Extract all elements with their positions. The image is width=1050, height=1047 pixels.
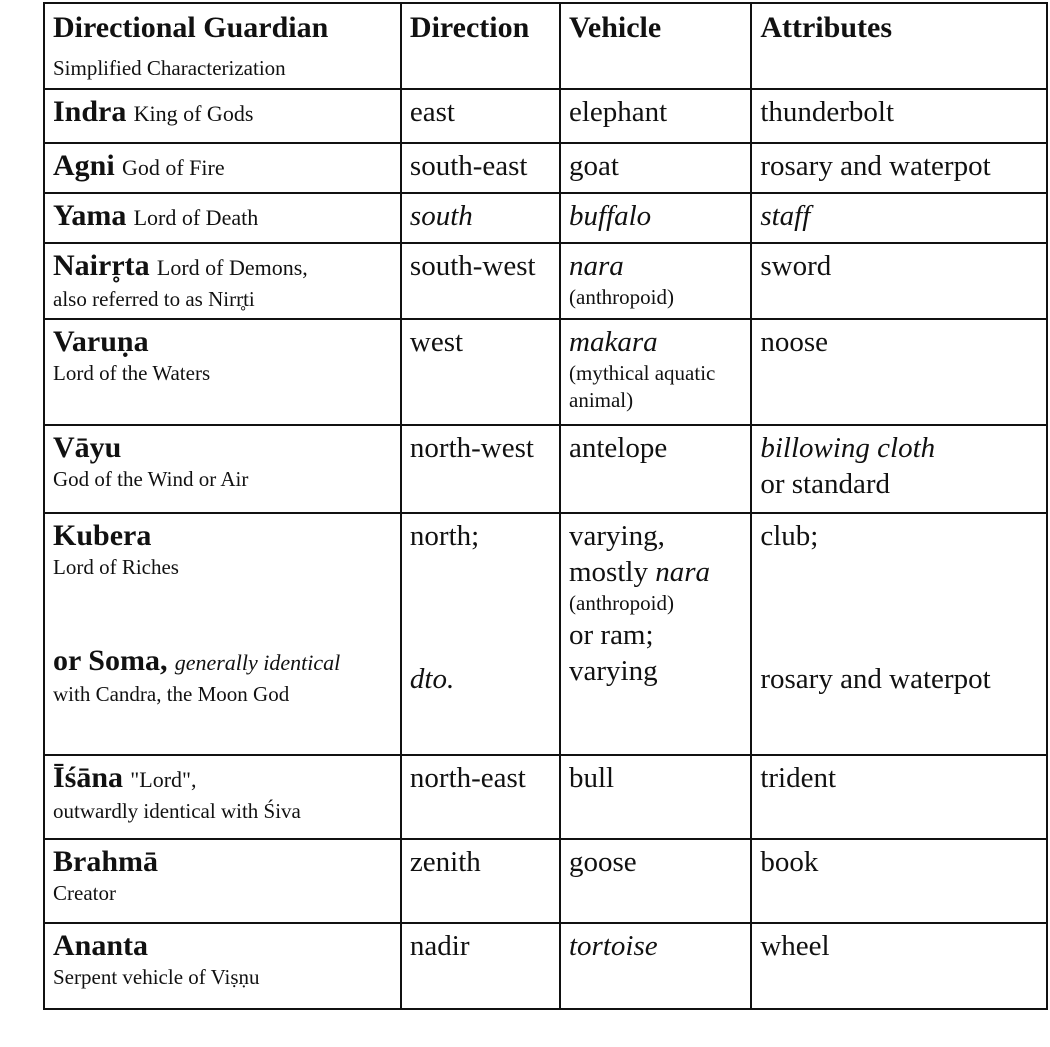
vehicle-cell [560, 513, 751, 755]
header-attributes [751, 3, 1047, 89]
vehicle-cell: elephant [560, 89, 751, 143]
vehicle-cell: antelope [560, 425, 751, 513]
vehicle-cell: goat [560, 143, 751, 193]
vehicle-note: (anthropoid) [569, 285, 674, 309]
table-row [44, 143, 1047, 193]
table-row [44, 839, 1047, 923]
alt-direction-text: dto. [409, 663, 455, 695]
vehicle-cell: buffalo [560, 193, 751, 243]
vehicle-note: (mythical aquatic animal) [569, 361, 716, 412]
guardian-cell [44, 839, 401, 923]
attributes-cell [751, 513, 1047, 755]
guardian-desc-2: outwardly identical with Śiva [53, 799, 301, 823]
attributes-cell: noose [751, 319, 1047, 425]
direction-cell: zenith [401, 839, 560, 923]
vehicle-cell: goose [560, 839, 751, 923]
guardian-cell [44, 755, 401, 839]
attributes-cell: trident [751, 755, 1047, 839]
guardian-desc: God of Fire [121, 155, 225, 180]
guardian-cell [44, 193, 401, 243]
table-row [44, 923, 1047, 1009]
table-row [44, 755, 1047, 839]
guardian-desc: God of the Wind or Air [53, 467, 249, 491]
attributes-cell: book [751, 839, 1047, 923]
direction-cell: south [401, 193, 560, 243]
header-vehicle [560, 3, 751, 89]
spacer [410, 554, 553, 661]
header-guardian [44, 3, 401, 89]
attributes-cell: wheel [751, 923, 1047, 1009]
guardian-desc: "Lord", [130, 767, 197, 792]
guardian-desc: Lord of the Waters [53, 361, 211, 385]
attributes-line-2: or standard [760, 468, 890, 500]
attributes-cell: rosary and waterpot [751, 143, 1047, 193]
guardian-cell [44, 319, 401, 425]
vehicle-cell [560, 243, 751, 319]
direction-cell: north-east [401, 755, 560, 839]
guardian-desc: Lord of Demons, [156, 255, 308, 280]
attributes-cell: staff [751, 193, 1047, 243]
vehicle-cell: bull [560, 755, 751, 839]
vehicle-line-3: or ram; [569, 619, 654, 651]
guardian-name: Indra [53, 95, 127, 128]
guardian-name: Kubera [53, 519, 152, 552]
attributes-line-1: billowing cloth [760, 432, 936, 464]
table-row [44, 193, 1047, 243]
vehicle-mostly: mostly [569, 556, 648, 588]
direction-cell [401, 513, 560, 755]
guardian-name: Brahmā [53, 845, 158, 878]
vehicle-nara: nara [655, 556, 711, 588]
attributes-cell: thunderbolt [751, 89, 1047, 143]
guardian-cell [44, 425, 401, 513]
attributes-cell [751, 425, 1047, 513]
vehicle-note: (anthropoid) [569, 591, 674, 615]
guardian-cell [44, 89, 401, 143]
direction-cell: west [401, 319, 560, 425]
table-row [44, 89, 1047, 143]
vehicle-cell: tortoise [560, 923, 751, 1009]
vehicle-line-2 [569, 554, 744, 590]
header-direction-label: Direction [409, 11, 530, 44]
guardian-name: Ananta [53, 929, 149, 962]
spacer [760, 554, 1040, 661]
vehicle-name: nara [569, 250, 624, 282]
guardian-desc: King of Gods [133, 101, 254, 126]
table-row [44, 243, 1047, 319]
direction-cell: nadir [401, 923, 560, 1009]
guardian-cell [44, 143, 401, 193]
guardian-name: Yama [53, 199, 127, 232]
vehicle-cell [560, 319, 751, 425]
attributes-cell: sword [751, 243, 1047, 319]
alt-guardian-desc: generally identical [174, 650, 341, 675]
guardian-desc: Creator [53, 881, 116, 905]
guardian-name: Nairr̥ta [53, 249, 150, 282]
guardian-name: Vāyu [53, 431, 122, 464]
guardian-name: Īśāna [53, 761, 124, 794]
alt-attributes-text: rosary and waterpot [760, 663, 991, 695]
guardian-desc: Lord of Riches [53, 555, 179, 579]
vehicle-name: makara [569, 326, 658, 358]
guardian-cell [44, 513, 401, 755]
header-guardian-sub: Simplified Characterization [53, 56, 286, 80]
table-row [44, 513, 1047, 755]
alt-guardian-name: or Soma, [53, 644, 168, 677]
guardian-name: Agni [53, 149, 115, 182]
vehicle-line-1: varying, [569, 520, 665, 552]
guardians-table [43, 2, 1048, 1010]
direction-text: north; [409, 520, 480, 552]
attributes-text: club; [760, 520, 819, 552]
direction-cell: south-west [401, 243, 560, 319]
alt-guardian-desc-2: with Candra, the Moon God [53, 682, 290, 706]
header-direction [401, 3, 560, 89]
header-attributes-label: Attributes [760, 11, 892, 44]
header-guardian-label: Directional Guardian [53, 11, 329, 44]
direction-cell: east [401, 89, 560, 143]
header-row [44, 3, 1047, 89]
table-row [44, 425, 1047, 513]
guardian-cell [44, 923, 401, 1009]
spacer [53, 581, 394, 643]
guardian-desc-2: also referred to as Nirr̥ti [53, 287, 255, 311]
direction-cell: south-east [401, 143, 560, 193]
guardian-desc: Serpent vehicle of Viṣṇu [53, 965, 260, 989]
alt-vehicle-text: varying [569, 655, 658, 687]
guardian-name: Varuṇa [53, 325, 149, 358]
direction-cell: north-west [401, 425, 560, 513]
table-row [44, 319, 1047, 425]
header-vehicle-label: Vehicle [569, 11, 662, 44]
guardian-cell [44, 243, 401, 319]
guardian-desc: Lord of Death [133, 205, 259, 230]
